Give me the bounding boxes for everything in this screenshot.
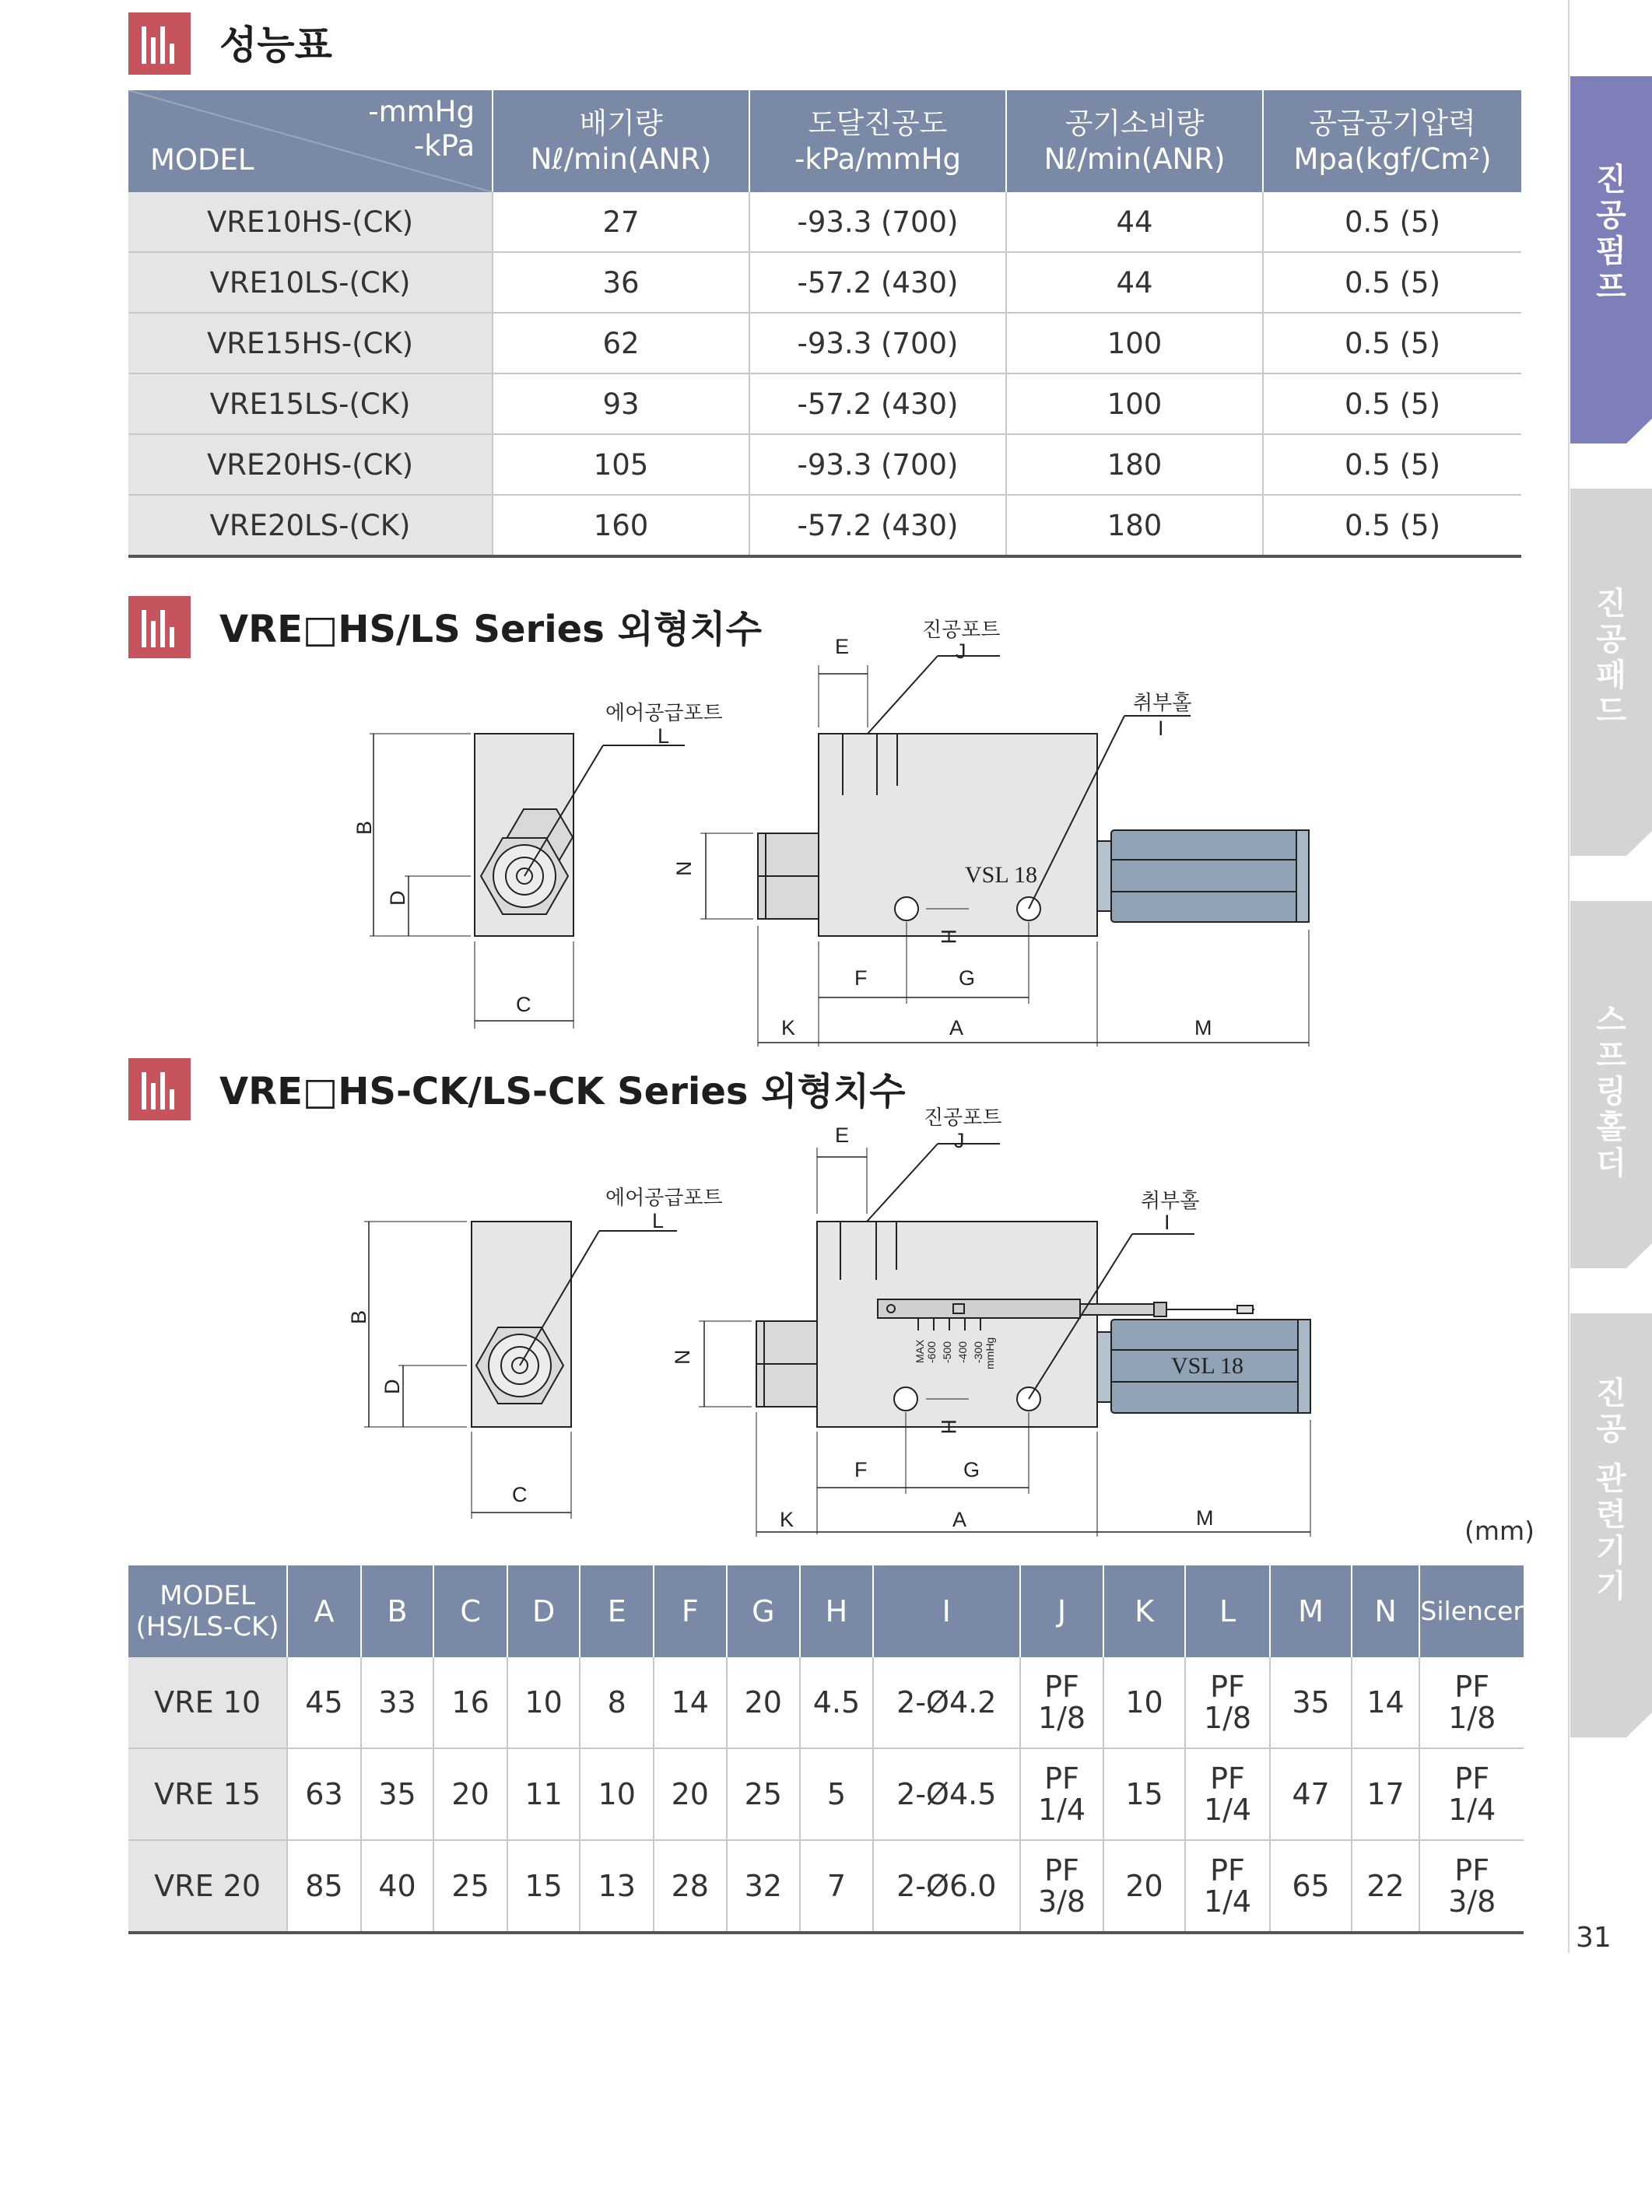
tab-spring-holder[interactable] bbox=[1570, 901, 1652, 1268]
air-port-label: 에어공급포트 bbox=[605, 702, 723, 725]
table-row: VRE10LS-(CK) 36 -57.2 (430) 44 0.5 (5) bbox=[128, 252, 1521, 313]
tab-label: 진 공 관 련 기 기 bbox=[1596, 1376, 1626, 1604]
silencer-label: VSL 18 bbox=[1171, 1353, 1244, 1379]
svg-text:F: F bbox=[854, 966, 868, 990]
vac-port-label: 진공포트 bbox=[924, 1106, 1002, 1130]
section-icon bbox=[128, 12, 191, 75]
svg-text:MAX: MAX bbox=[914, 1339, 926, 1363]
svg-text:B: B bbox=[352, 820, 376, 835]
vac-port-code: J bbox=[956, 640, 966, 663]
dim-model-header: MODEL (HS/LS-CK) bbox=[128, 1565, 287, 1657]
svg-text:G: G bbox=[963, 1458, 980, 1481]
ck-title: VRE□HS-CK/LS-CK Series 외형치수 bbox=[219, 1070, 906, 1113]
table-row: VRE 15 63 35 20 11 10 20 25 5 2-Ø4.5 PF 1/4 15 PF 1/4 47 17 PF 1/4 bbox=[128, 1748, 1524, 1840]
svg-text:K: K bbox=[781, 1016, 796, 1039]
svg-text:B: B bbox=[347, 1309, 370, 1324]
table-row: VRE20LS-(CK) 160 -57.2 (430) 180 0.5 (5) bbox=[128, 495, 1521, 556]
svg-text:A: A bbox=[952, 1508, 967, 1531]
svg-text:F: F bbox=[854, 1458, 868, 1481]
table-row: VRE10HS-(CK) 27 -93.3 (700) 44 0.5 (5) bbox=[128, 192, 1521, 252]
vac-port-label: 진공포트 bbox=[922, 619, 1001, 642]
svg-text:H: H bbox=[937, 929, 960, 945]
perf-header: 배기량 Nℓ/min(ANR) bbox=[493, 90, 749, 192]
corner-model: MODEL bbox=[150, 143, 254, 177]
table-row: VRE 10 45 33 16 10 8 14 20 4.5 2-Ø4.2 PF 1/8 10 PF 1/8 35 14 PF 1/8 bbox=[128, 1657, 1524, 1748]
mount-hole-label: 취부홀 bbox=[1133, 692, 1192, 715]
tab-vacuum-devices[interactable] bbox=[1570, 1313, 1652, 1737]
dimension-table bbox=[128, 1565, 1524, 1934]
perf-header-row bbox=[128, 90, 1521, 192]
table-row: VRE15LS-(CK) 93 -57.2 (430) 100 0.5 (5) bbox=[128, 373, 1521, 434]
svg-text:E: E bbox=[835, 1124, 850, 1147]
tab-label: 스 프 링 홀 더 bbox=[1596, 1002, 1626, 1181]
side-divider bbox=[1568, 0, 1570, 1953]
svg-text:D: D bbox=[381, 1379, 404, 1394]
tab-vacuum-pump[interactable] bbox=[1570, 76, 1652, 443]
perf-header: 공급공기압력 Mpa(kgf/Cm²) bbox=[1263, 90, 1521, 192]
mount-hole-code: I bbox=[1158, 717, 1164, 740]
svg-text:M: M bbox=[1194, 1016, 1212, 1039]
svg-text:-300: -300 bbox=[972, 1341, 984, 1363]
svg-text:A: A bbox=[949, 1016, 964, 1039]
tab-label: 진 공 펌 프 bbox=[1596, 162, 1626, 305]
air-port-label: 에어공급포트 bbox=[605, 1187, 723, 1210]
svg-text:N: N bbox=[672, 861, 696, 876]
perf-corner-header bbox=[128, 90, 493, 192]
air-port-code: L bbox=[652, 1209, 665, 1232]
performance-table bbox=[128, 90, 1521, 558]
svg-text:C: C bbox=[512, 1483, 528, 1506]
svg-text:-600: -600 bbox=[925, 1341, 938, 1363]
svg-text:E: E bbox=[835, 635, 850, 658]
hsls-title: VRE□HS/LS Series 외형치수 bbox=[219, 608, 762, 651]
air-port-code: L bbox=[658, 724, 670, 748]
vac-port-code: J bbox=[954, 1129, 965, 1152]
svg-text:K: K bbox=[780, 1508, 794, 1531]
unit-label: (mm) bbox=[1464, 1516, 1535, 1546]
svg-text:G: G bbox=[959, 966, 976, 990]
svg-text:-500: -500 bbox=[941, 1341, 953, 1363]
page-number: 31 bbox=[1576, 1922, 1612, 1954]
table-row: VRE 20 85 40 25 15 13 28 32 7 2-Ø6.0 PF 3/8 20 PF 1/4 65 22 PF 3/8 bbox=[128, 1840, 1524, 1933]
ck-drawing bbox=[0, 1097, 1556, 1548]
dim-header-row: MODEL (HS/LS-CK) A B C D E F G H I J K L M N Silencer bbox=[128, 1565, 1524, 1657]
tab-vacuum-pad[interactable] bbox=[1570, 489, 1652, 856]
svg-text:N: N bbox=[671, 1349, 694, 1365]
perf-title: 성능표 bbox=[219, 23, 332, 68]
table-row: VRE15HS-(CK) 62 -93.3 (700) 100 0.5 (5) bbox=[128, 313, 1521, 373]
svg-text:H: H bbox=[937, 1419, 960, 1435]
table-row: VRE20HS-(CK) 105 -93.3 (700) 180 0.5 (5) bbox=[128, 434, 1521, 495]
perf-header: 도달진공도 -kPa/mmHg bbox=[749, 90, 1006, 192]
mount-hole-code: I bbox=[1164, 1211, 1170, 1234]
tab-label: 진 공 패 드 bbox=[1596, 586, 1626, 729]
svg-text:D: D bbox=[386, 890, 409, 906]
svg-text:mmHg: mmHg bbox=[984, 1337, 996, 1369]
corner-unit-mmhg: -mmHg bbox=[368, 95, 475, 128]
svg-text:M: M bbox=[1196, 1506, 1214, 1530]
hsls-drawing bbox=[0, 607, 1556, 1058]
svg-text:C: C bbox=[516, 993, 531, 1016]
silencer-label: VSL 18 bbox=[965, 862, 1038, 888]
perf-header: 공기소비량 Nℓ/min(ANR) bbox=[1006, 90, 1263, 192]
mount-hole-label: 취부홀 bbox=[1141, 1190, 1200, 1213]
corner-unit-kpa: -kPa bbox=[413, 129, 475, 163]
svg-text:-400: -400 bbox=[956, 1341, 969, 1363]
